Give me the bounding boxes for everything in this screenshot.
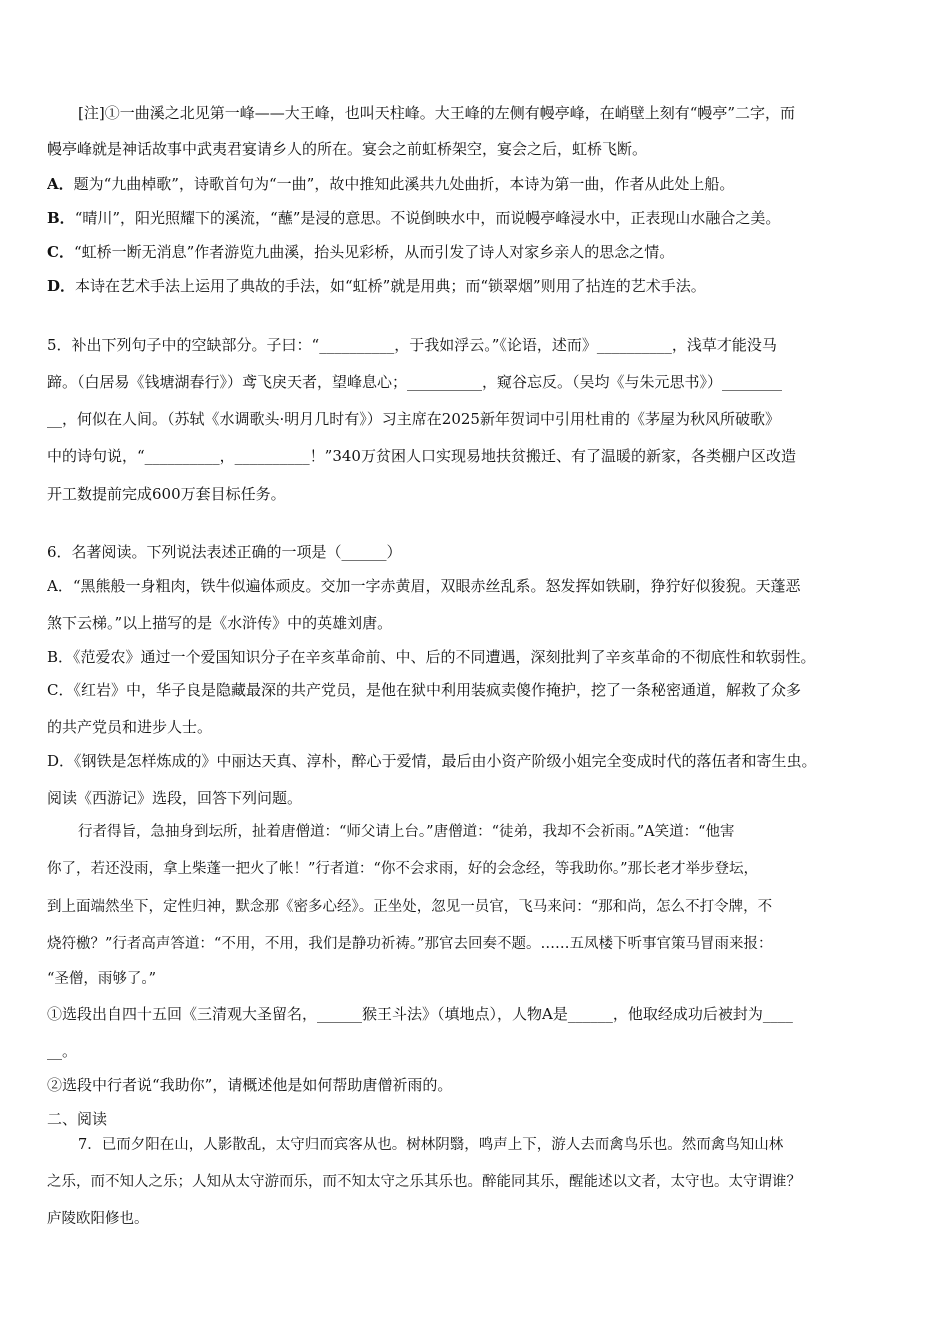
xiyouji-intro: 阅读《西游记》选段，回答下列问题。 — [47, 789, 303, 807]
xiyouji-q1-line-2: __。 — [47, 1042, 78, 1060]
section-2-title: 二、阅读 — [47, 1110, 108, 1128]
option-text: 题为“九曲棹歌”，诗歌首句为“一曲”，故中推知此溪共九处曲折，本诗为第一曲，作者从此处上船。 — [73, 175, 735, 193]
passage-line-1: 行者得旨，急抽身到坛所，扯着唐僧道：“师父请上台。”唐僧道：“徒弟，我却不会祈雨。”A笑道：“他害 — [78, 824, 735, 840]
xiyouji-q2: ②选段中行者说“我助你”，请概述他是如何帮助唐僧祈雨的。 — [47, 1076, 453, 1094]
note-line-1: [注]①一曲溪之北见第一峰——大王峰，也叫天柱峰。大王峰的左侧有幔亭峰，在峭壁上刻有“幔亭”二字，而 — [78, 104, 796, 122]
q5-line-1: 5．补出下列句子中的空缺部分。子曰：“__________，于我如浮云。”《论语，述而》__________，浅草才能没马 — [47, 336, 777, 354]
option-text: 本诗在艺术手法上运用了典故的手法，如“虹桥”就是用典；而“锁翠烟”则用了拈连的艺术手法。 — [75, 277, 706, 295]
q5-line-4: 中的诗句说，“__________，__________！”340万贫困人口实现易地扶贫搬迁、有了温暖的新家，各类棚户区改造 — [47, 447, 796, 465]
q6-line-1: A．“黑熊般一身粗肉，铁牛似遍体顽皮。交加一字赤黄眉，双眼赤丝乱系。怒发挥如铁刷，狰狞好似狻猊。天蓬恶 — [47, 577, 801, 595]
passage-line-3: 到上面端然坐下，定性归神，默念那《密多心经》。正坐处，忽见一员官，飞马来问：“那和尚，怎么不打令牌，不 — [47, 899, 773, 915]
option-label: B． — [47, 209, 75, 227]
option-label: D． — [47, 277, 76, 295]
xiyouji-q1-line-1: ①选段出自四十五回《三清观大圣留名，______猴王斗法》（填地点），人物A是______，他取经成功后被封为____ — [47, 1005, 793, 1023]
passage-line-4: 烧符檄？”行者高声答道：“不用，不用，我们是静功祈祷。”那官去回奏不题。……五凤楼下听事官策马冒雨来报： — [47, 936, 773, 952]
q5-line-5: 开工数提前完成600万套目标任务。 — [47, 485, 286, 503]
q6-line-6: D．《钢铁是怎样炼成的》中丽达天真、淳朴，醉心于爱情，最后由小资产阶级小姐完全变成时代的落伍者和寄生虫。 — [47, 752, 817, 770]
option-text: “虹桥一断无消息”作者游览九曲溪，抬头见彩桥，从而引发了诗人对家乡亲人的思念之情。 — [73, 243, 675, 261]
q5-line-3: __，何似在人间。（苏轼《水调歌头·明月几时有》）习主席在2025新年贺词中引用杜甫的《茅屋为秋风所破歌》 — [47, 410, 780, 428]
q6-stem: 6．名著阅读。下列说法表述正确的一项是（______） — [47, 543, 402, 561]
option-label: A． — [47, 175, 74, 193]
q4-option-a — [47, 174, 907, 194]
q6-line-4: C．《红岩》中，华子良是隐藏最深的共产党员，是他在狱中利用装疯卖傻作掩护，挖了一条秘密通道，解救了众多 — [47, 681, 801, 699]
q6-line-2: 煞下云梯。”以上描写的是《水浒传》中的英雄刘唐。 — [47, 614, 393, 632]
q6-line-3: B．《范爱农》通过一个爱国知识分子在辛亥革命前、中、后的不同遭遇，深刻批判了辛亥革命的不彻底性和软弱性。 — [47, 648, 816, 666]
passage-line-5: “圣僧，雨够了。” — [47, 971, 157, 987]
option-label: C． — [47, 243, 74, 261]
q5-line-2: 蹄。（白居易《钱塘湖春行》）鸢飞戾天者，望峰息心；__________，窥谷忘反。（吴均《与朱元思书》）________ — [47, 373, 783, 391]
q4-option-c — [47, 242, 907, 262]
q7-line-3: 庐陵欧阳修也。 — [47, 1211, 149, 1227]
passage-line-2: 你了，若还没雨，拿上柴蓬一把火了帐！”行者道：“你不会求雨，好的会念经，等我助你。”那长老才举步登坛， — [47, 861, 758, 877]
q4-option-b — [47, 208, 907, 228]
q6-line-5: 的共产党员和进步人士。 — [47, 718, 213, 736]
q7-line-2: 之乐，而不知人之乐；人知从太守游而乐，而不知太守之乐其乐也。醉能同其乐，醒能述以文者，太守也。太守谓谁？ — [47, 1174, 801, 1190]
q4-option-d — [47, 276, 907, 296]
option-text: “晴川”，阳光照耀下的溪流，“蘸”是浸的意思。不说倒映水中，而说幔亭峰浸水中，正表现山水融合之美。 — [74, 209, 781, 227]
note-line-2: 幔亭峰就是神话故事中武夷君宴请乡人的所在。宴会之前虹桥架空，宴会之后，虹桥飞断。 — [47, 140, 648, 158]
q7-line-1: 7．已而夕阳在山，人影散乱，太守归而宾客从也。树林阴翳，鸣声上下，游人去而禽鸟乐也。然而禽鸟知山林 — [78, 1137, 784, 1153]
